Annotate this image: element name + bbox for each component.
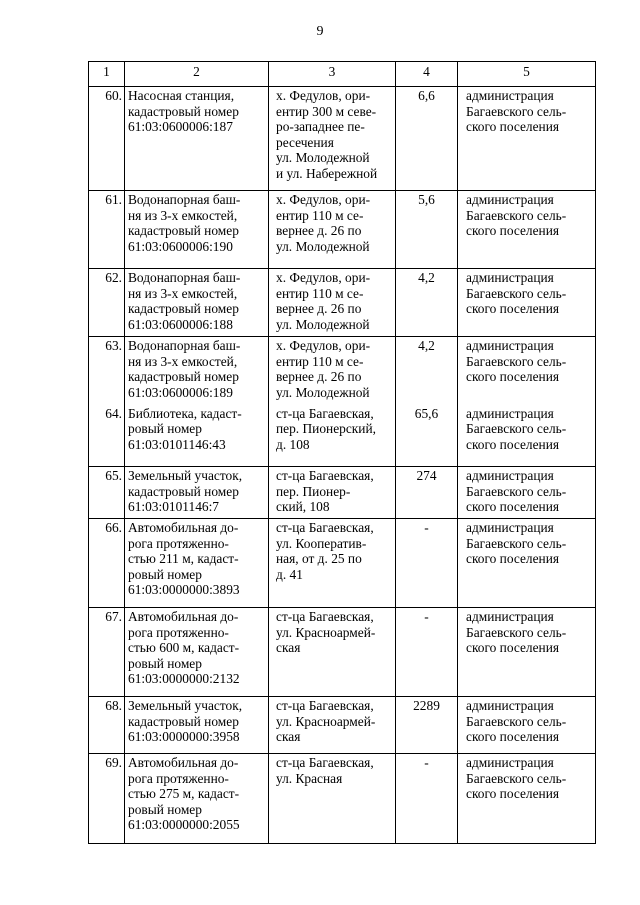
object-description-line: стью 211 м, кадаст- (128, 551, 239, 567)
object-description-line: кадастровый номер (128, 483, 239, 499)
object-owner-line: администрация (466, 468, 554, 483)
object-address-line: ст-ца Багаевская, (276, 609, 374, 624)
object-owner (458, 608, 596, 697)
object-owner-line: ского поселения (466, 551, 560, 567)
object-description-line: рога протяженно- (128, 770, 229, 786)
object-address-line: ул. Молодежной (276, 238, 370, 254)
row-number: 66. (89, 519, 125, 608)
object-owner (458, 754, 596, 844)
object-description-line: кадастровый номер (128, 223, 239, 239)
object-address-line: х. Федулов, ори- (276, 192, 371, 207)
table-row (89, 405, 596, 467)
row-number: 61. (89, 191, 125, 269)
object-owner-line: Багаевского сель- (466, 103, 567, 119)
object-owner-line: администрация (466, 270, 554, 285)
object-description-line: ровый номер (128, 566, 202, 582)
object-address-line: вернее д. 26 по (276, 369, 362, 385)
object-description-line: кадастровый номер (128, 301, 239, 317)
object-address (269, 87, 396, 191)
object-owner-line: администрация (466, 405, 554, 421)
object-description-line: ровый номер (128, 801, 202, 817)
object-value: - (396, 608, 458, 697)
object-owner (458, 337, 596, 405)
object-address-line: ул. Молодежной (276, 384, 370, 400)
object-description-line: стью 275 м, кадаст- (128, 786, 240, 802)
object-value: - (396, 519, 458, 608)
object-owner-line: администрация (466, 192, 554, 207)
table-row (89, 87, 596, 191)
object-description-line: Автомобильная до- (128, 755, 239, 770)
table-row (89, 337, 596, 405)
object-description (125, 697, 269, 754)
object-address-line: х. Федулов, ори- (276, 338, 371, 353)
object-address (269, 191, 396, 269)
object-address-line: пер. Пионерский, (276, 421, 376, 437)
object-owner-line: ского поселения (466, 436, 560, 452)
object-description (125, 754, 269, 844)
object-description-line: стью 600 м, кадаст- (128, 640, 240, 656)
object-description-line: кадастровый номер (128, 369, 239, 385)
row-number: 60. (89, 87, 125, 191)
object-address-line: ская (276, 729, 301, 745)
object-owner-line: администрация (466, 755, 554, 770)
row-number: 69. (89, 754, 125, 844)
object-owner-line: Багаевского сель- (466, 483, 567, 499)
object-description (125, 191, 269, 269)
object-address (269, 467, 396, 519)
object-address (269, 405, 396, 467)
row-number: 64. (89, 405, 125, 467)
object-description (125, 87, 269, 191)
object-address-line: пер. Пионер- (276, 483, 351, 499)
object-description-line: Водонапорная баш- (128, 338, 241, 353)
row-number: 68. (89, 697, 125, 754)
object-description-line: 61:03:0000000:3958 (128, 729, 240, 745)
object-value: 4,2 (396, 337, 458, 405)
table-row (89, 519, 596, 608)
object-owner-line: ского поселения (466, 729, 560, 745)
object-description (125, 337, 269, 405)
object-description-line: 61:03:0000000:2132 (128, 671, 240, 687)
object-description (125, 405, 269, 467)
table-row (89, 697, 596, 754)
object-description-line: 61:03:0600006:190 (128, 238, 233, 254)
object-value: 6,6 (396, 87, 458, 191)
object-address-line: и ул. Набережной (276, 165, 378, 181)
object-value: 2289 (396, 697, 458, 754)
object-description-line: 61:03:0600006:188 (128, 316, 233, 332)
object-description-line: ня из 3-х емкостей, (128, 353, 238, 369)
object-address-line: ст-ца Багаевская, (276, 520, 374, 535)
object-description-line: кадастровый номер (128, 103, 239, 119)
object-address (269, 754, 396, 844)
object-owner-line: администрация (466, 88, 554, 103)
object-description-line: ровый номер (128, 655, 202, 671)
object-description-line: Водонапорная баш- (128, 192, 241, 207)
object-address-line: ул. Красная (276, 770, 343, 786)
table-row (89, 191, 596, 269)
object-owner-line: Багаевского сель- (466, 353, 567, 369)
row-number: 65. (89, 467, 125, 519)
object-address-line: д. 108 (276, 436, 310, 452)
object-address (269, 337, 396, 405)
object-description-line: Автомобильная до- (128, 520, 239, 535)
object-address-line: ул. Красноармей- (276, 624, 376, 640)
object-description (125, 269, 269, 337)
object-description-line: ня из 3-х емкостей, (128, 207, 238, 223)
object-address-line: д. 41 (276, 566, 303, 582)
object-description-line: Земельный участок, (128, 698, 243, 713)
object-owner-line: Багаевского сель- (466, 207, 567, 223)
object-address (269, 608, 396, 697)
object-description-line: Земельный участок, (128, 468, 243, 483)
object-address-line: ентир 110 м се- (276, 285, 364, 301)
object-description-line: Насосная станция, (128, 88, 235, 103)
object-address (269, 697, 396, 754)
object-address-line: ст-ца Багаевская, (276, 755, 374, 770)
page-number: 9 (316, 24, 324, 39)
object-owner-line: администрация (466, 338, 554, 353)
object-owner-line: ского поселения (466, 119, 560, 135)
object-owner (458, 191, 596, 269)
row-number: 63. (89, 337, 125, 405)
object-address-line: ул. Молодежной (276, 316, 370, 332)
table-row (89, 269, 596, 337)
property-registry-table (88, 61, 596, 844)
object-address-line: ст-ца Багаевская, (276, 405, 374, 421)
object-description-line: Автомобильная до- (128, 609, 239, 624)
object-description-line: 61:03:0000000:2055 (128, 817, 240, 833)
row-number: 62. (89, 269, 125, 337)
column-header: 4 (396, 62, 458, 87)
object-address-line: х. Федулов, ори- (276, 270, 371, 285)
object-description-line: Библиотека, кадаст- (128, 405, 242, 421)
object-address (269, 519, 396, 608)
object-address-line: х. Федулов, ори- (276, 88, 371, 103)
object-address (269, 269, 396, 337)
object-value: 4,2 (396, 269, 458, 337)
object-owner-line: Багаевского сель- (466, 535, 567, 551)
object-owner-line: Багаевского сель- (466, 421, 567, 437)
object-address-line: ро-западнее пе- (276, 119, 365, 135)
object-value: - (396, 754, 458, 844)
object-description (125, 467, 269, 519)
object-address-line: вернее д. 26 по (276, 301, 362, 317)
object-description-line: 61:03:0600006:189 (128, 384, 233, 400)
object-owner (458, 697, 596, 754)
object-owner-line: ского поселения (466, 369, 560, 385)
object-owner (458, 87, 596, 191)
object-value: 65,6 (396, 405, 458, 467)
object-description-line: 61:03:0000000:3893 (128, 582, 240, 598)
object-owner-line: Багаевского сель- (466, 713, 567, 729)
object-description-line: 61:03:0101146:7 (128, 499, 220, 515)
object-address-line: ст-ца Багаевская, (276, 468, 374, 483)
row-number: 67. (89, 608, 125, 697)
object-value: 274 (396, 467, 458, 519)
object-description (125, 519, 269, 608)
object-owner-line: Багаевского сель- (466, 624, 567, 640)
object-owner (458, 467, 596, 519)
object-address-line: ентир 110 м се- (276, 353, 364, 369)
object-description-line: рога протяженно- (128, 535, 229, 551)
object-owner-line: Багаевского сель- (466, 770, 567, 786)
object-owner-line: ского поселения (466, 499, 560, 515)
object-address-line: ул. Кооператив- (276, 535, 367, 551)
object-description-line: Водонапорная баш- (128, 270, 241, 285)
object-owner (458, 519, 596, 608)
table-header-row (89, 62, 596, 87)
object-address-line: ентир 300 м севе- (276, 103, 377, 119)
object-owner (458, 405, 596, 467)
object-owner-line: администрация (466, 609, 554, 624)
object-description-line: 61:03:0600006:187 (128, 119, 233, 135)
object-owner-line: ского поселения (466, 640, 560, 656)
object-address-line: ул. Молодежной (276, 150, 370, 166)
object-owner-line: ского поселения (466, 786, 560, 802)
object-owner-line: ского поселения (466, 223, 560, 239)
object-address-line: ресечения (276, 134, 334, 150)
object-owner-line: Багаевского сель- (466, 285, 567, 301)
object-owner-line: ского поселения (466, 301, 560, 317)
object-address-line: ская (276, 640, 301, 656)
table-row (89, 467, 596, 519)
object-description-line: кадастровый номер (128, 713, 239, 729)
object-description (125, 608, 269, 697)
table-row (89, 754, 596, 844)
object-address-line: ст-ца Багаевская, (276, 698, 374, 713)
object-address-line: ский, 108 (276, 499, 330, 515)
object-address-line: вернее д. 26 по (276, 223, 362, 239)
object-description-line: ровый номер (128, 421, 202, 437)
object-description-line: ня из 3-х емкостей, (128, 285, 238, 301)
object-address-line: ул. Красноармей- (276, 713, 376, 729)
object-owner-line: администрация (466, 520, 554, 535)
column-header: 3 (269, 62, 396, 87)
object-owner-line: администрация (466, 698, 554, 713)
object-address-line: ная, от д. 25 по (276, 551, 362, 567)
object-value: 5,6 (396, 191, 458, 269)
object-description-line: рога протяженно- (128, 624, 229, 640)
object-description-line: 61:03:0101146:43 (128, 436, 226, 452)
column-header: 2 (125, 62, 269, 87)
column-header: 1 (89, 62, 125, 87)
object-owner (458, 269, 596, 337)
table-row (89, 608, 596, 697)
object-address-line: ентир 110 м се- (276, 207, 364, 223)
column-header: 5 (458, 62, 596, 87)
